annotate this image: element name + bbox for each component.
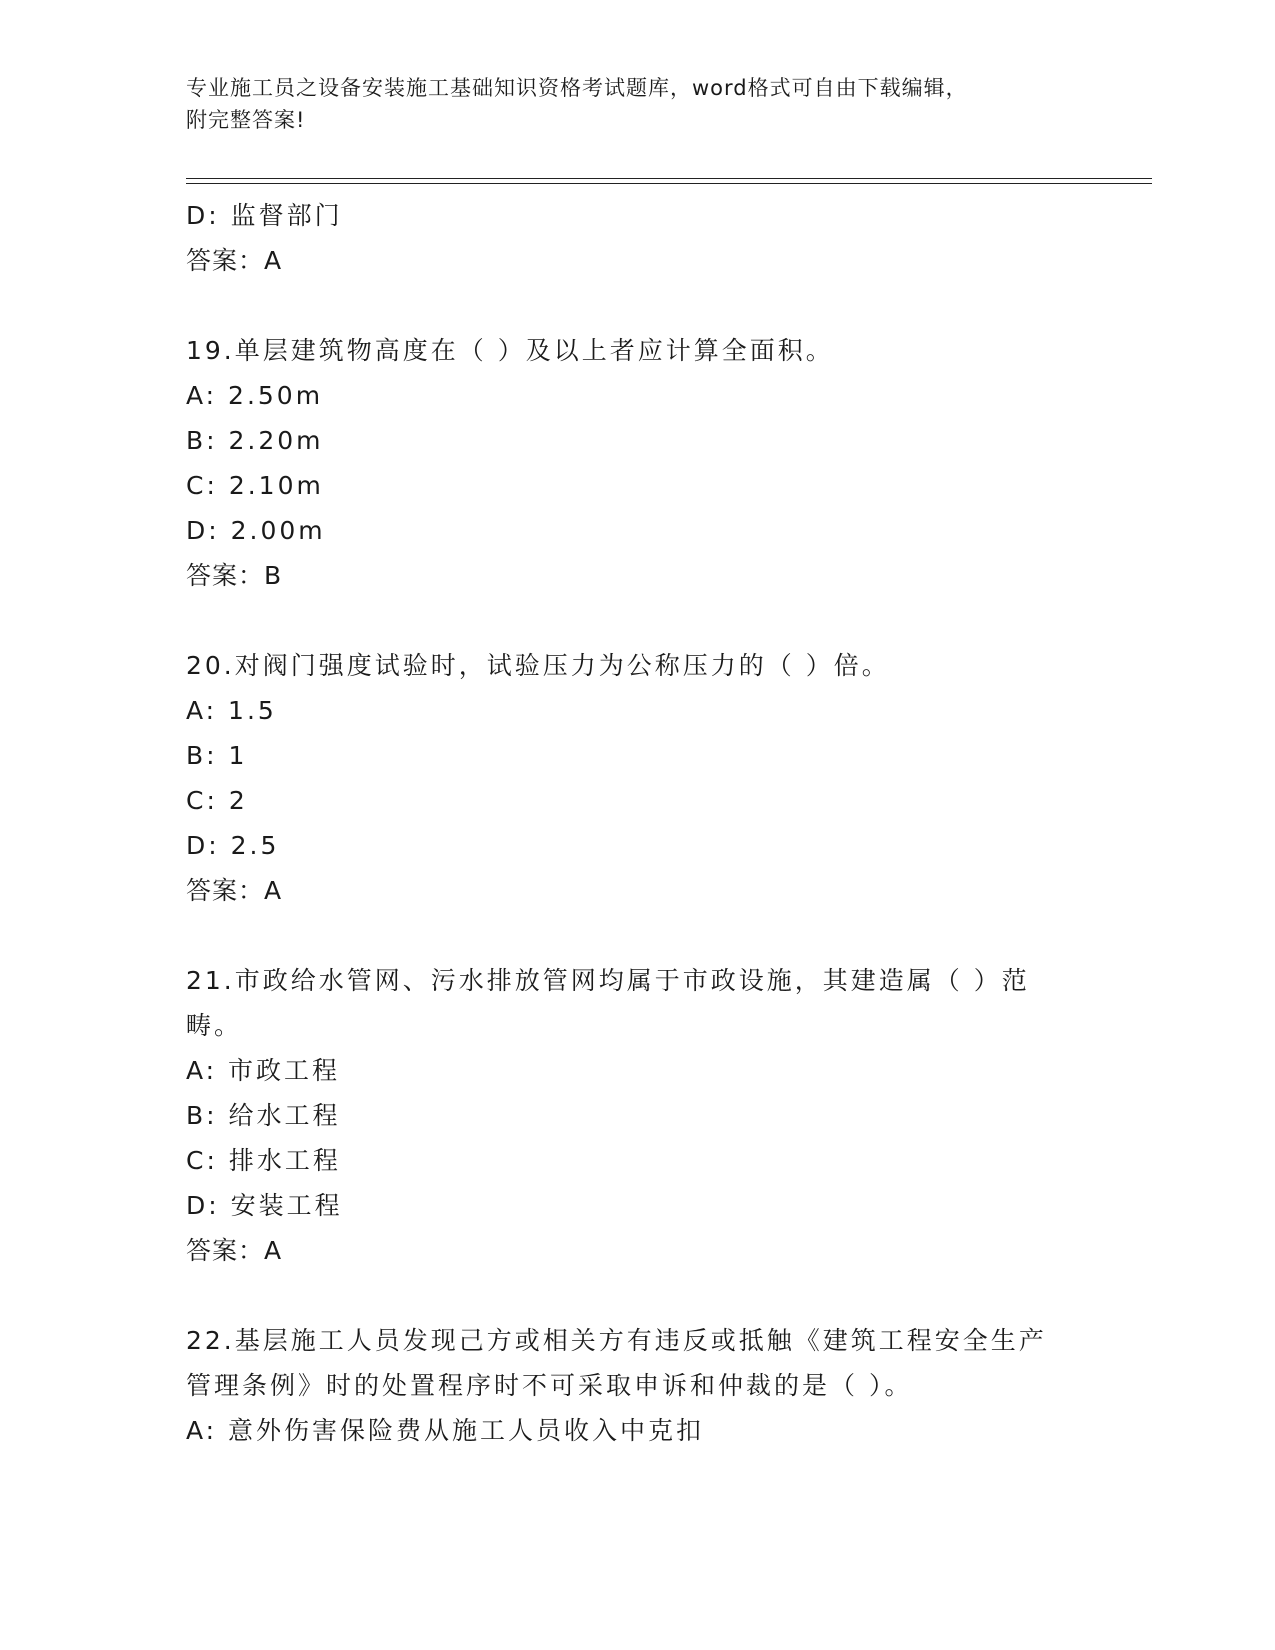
question-21-option-a: A: 市政工程 [186,1056,341,1085]
question-21-option-b: B: 给水工程 [186,1101,341,1130]
question-19-option-c: C: 2.10m [186,471,324,500]
question-20-option-c: C: 2 [186,786,248,815]
question-20-option-d: D: 2.5 [186,831,280,860]
header-line-1: 专业施工员之设备安装施工基础知识资格考试题库，word格式可自由下载编辑， [186,76,968,100]
question-20-answer: 答案：A [186,876,283,905]
question-21-stem-line-1: 21.市政给水管网、污水排放管网均属于市政设施，其建造属（ ）范 [186,966,1030,995]
question-21-option-d: D: 安装工程 [186,1191,343,1220]
question-22-stem-line-2: 管理条例》时的处置程序时不可采取申诉和仲裁的是（ ）。 [186,1371,913,1400]
question-20-option-b: B: 1 [186,741,248,770]
prev-option-d: D: 监督部门 [186,201,343,230]
question-22-option-a: A: 意外伤害保险费从施工人员收入中克扣 [186,1416,705,1445]
question-21-stem-line-2: 畴。 [186,1011,243,1040]
question-19-answer: 答案：B [186,561,283,590]
question-22-stem-line-1: 22.基层施工人员发现己方或相关方有违反或抵触《建筑工程安全生产 [186,1326,1047,1355]
question-21-answer: 答案：A [186,1236,283,1265]
prev-answer: 答案：A [186,246,283,275]
header-line-2: 附完整答案! [186,108,306,132]
question-20-stem: 20.对阀门强度试验时，试验压力为公称压力的（ ）倍。 [186,651,890,680]
question-20-option-a: A: 1.5 [186,696,277,725]
question-19-option-a: A: 2.50m [186,381,324,410]
question-21-option-c: C: 排水工程 [186,1146,341,1175]
question-list [186,193,1086,1453]
document-header [186,72,1066,136]
header-rule-bottom [186,183,1152,184]
header-rule-top [186,178,1152,179]
question-19-option-b: B: 2.20m [186,426,324,455]
question-19-stem: 19.单层建筑物高度在（ ）及以上者应计算全面积。 [186,336,834,365]
question-19-option-d: D: 2.00m [186,516,326,545]
